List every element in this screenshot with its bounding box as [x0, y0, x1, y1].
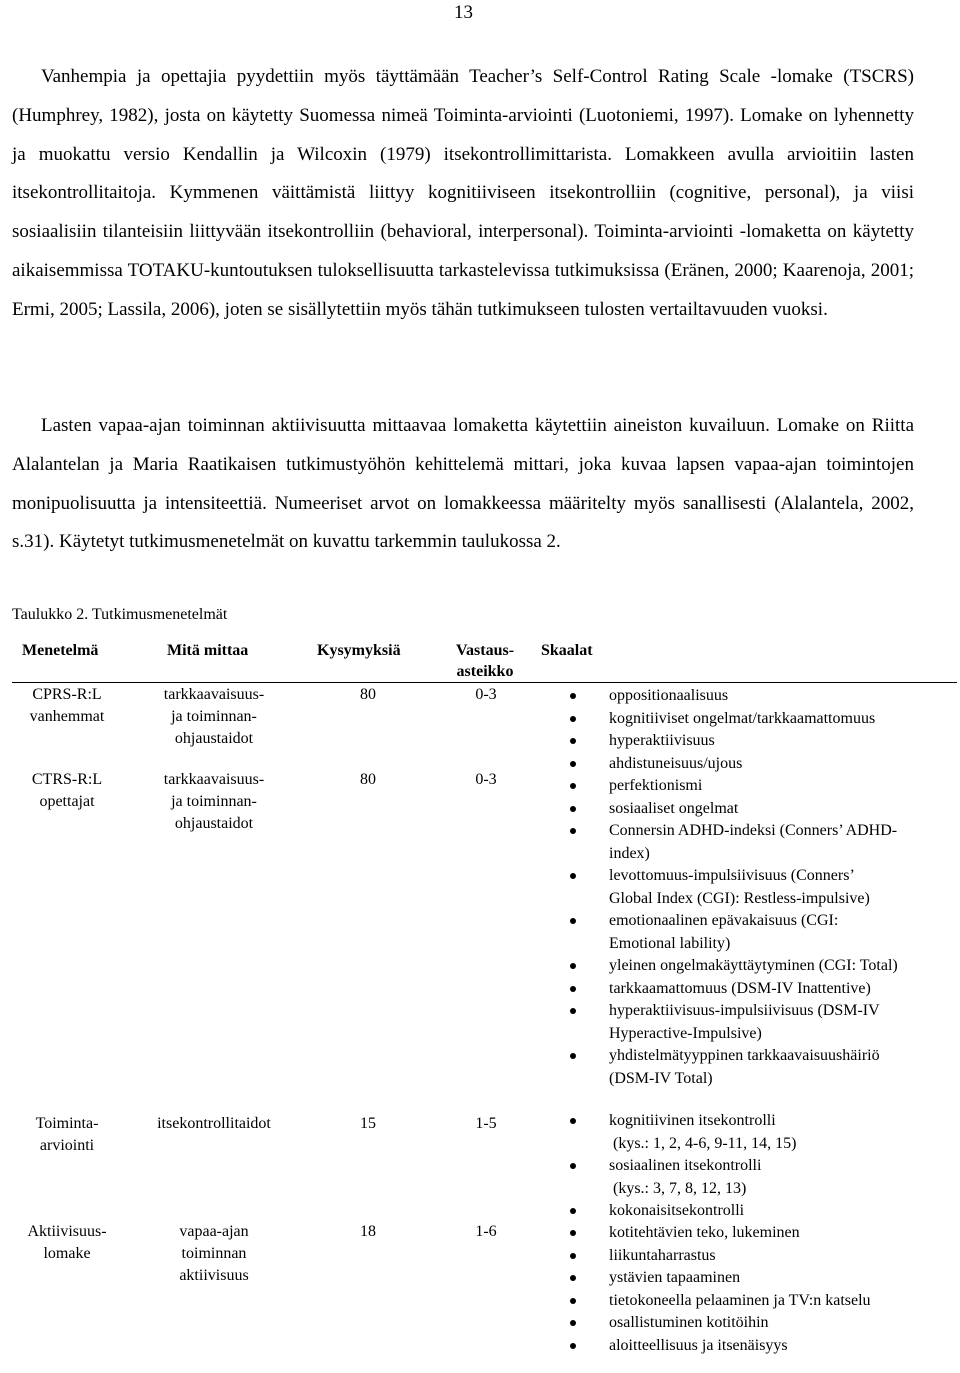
header-measures: Mitä mittaa — [167, 642, 249, 659]
row-toiminta-method: Toiminta- arviointi — [35, 1115, 99, 1154]
bullet-icon — [570, 918, 576, 924]
row-toiminta-questions: 15 — [360, 1115, 376, 1132]
table-caption: Taulukko 2. Tutkimusmenetelmät — [12, 606, 228, 623]
bullet-icon — [570, 828, 576, 834]
row-ctrs-questions: 80 — [360, 771, 376, 788]
row-cprs-measures: tarkkaavaisuus- ja toiminnan- ohjaustaidot — [163, 686, 265, 747]
bullet-icon — [570, 1118, 576, 1124]
list-item: Connersin ADHD-indeksi (Conners’ ADHD- index) — [570, 820, 956, 865]
bullet-icon — [570, 1320, 576, 1326]
page-number: 13 — [454, 2, 473, 23]
scales-list-conners — [570, 685, 956, 1090]
bullet-icon — [570, 1008, 576, 1014]
row-ctrs-response-scale: 0-3 — [475, 771, 497, 788]
bullet-icon — [570, 1343, 576, 1349]
row-toiminta-response-scale: 1-5 — [475, 1115, 497, 1132]
list-item: perfektionismi — [570, 775, 956, 798]
bullet-icon — [570, 1230, 576, 1236]
paragraph-activity-form: Lasten vapaa-ajan toiminnan aktiivisuutta mittaavaa lomaketta käytettiin aineiston kuvailuun. Lomake on Riitta Alalantelan ja Maria Raatikaisen tutkimustyöhön kehittelemä mittari, joka kuvaa lapsen vapaa-ajan toimintojen monipuolisuutta ja intensiteettiä. Numeeriset arvot on lomakkeessa määritelty myös sanallisesti (Alalantela, 2002, s.31). Käytetyt tutkimusmenetelmät on kuvattu tarkemmin taulukossa 2. — [12, 415, 914, 553]
bullet-icon — [570, 873, 576, 879]
header-method: Menetelmä — [22, 642, 99, 659]
bullet-icon — [570, 806, 576, 812]
row-cprs-method: CPRS-R:L vanhemmat — [29, 686, 105, 725]
list-item: yhdistelmätyyppinen tarkkaavaisuushäiriö (DSM-IV Total) — [570, 1045, 956, 1090]
row-aktiivisuus-response-scale: 1-6 — [475, 1223, 497, 1240]
bullet-icon — [570, 716, 576, 722]
row-cprs-response-scale: 0-3 — [475, 686, 497, 703]
bullet-icon — [570, 1275, 576, 1281]
row-cprs-questions: 80 — [360, 686, 376, 703]
bullet-icon — [570, 1298, 576, 1304]
row-ctrs-measures: tarkkaavaisuus- ja toiminnan- ohjaustaidot — [163, 771, 265, 832]
bullet-icon — [570, 1053, 576, 1059]
list-item: liikuntaharrastus — [570, 1245, 956, 1268]
list-item: oppositionaalisuus — [570, 685, 956, 708]
list-item: tietokoneella pelaaminen ja TV:n katselu — [570, 1290, 956, 1313]
bullet-icon — [570, 1253, 576, 1259]
list-item: hyperaktiivisuus — [570, 730, 956, 753]
list-item: kognitiivinen itsekontrolli — [570, 1110, 956, 1133]
scales-list-aktiivisuus — [570, 1222, 956, 1357]
row-ctrs-method: CTRS-R:L opettajat — [31, 771, 103, 810]
bullet-icon — [570, 761, 576, 767]
row-aktiivisuus-method: Aktiivisuus- lomake — [27, 1223, 107, 1262]
list-item: hyperaktiivisuus-impulsiivisuus (DSM-IV Hyperactive-Impulsive) — [570, 1000, 956, 1045]
bullet-icon — [570, 783, 576, 789]
list-item: osallistuminen kotitöihin — [570, 1312, 956, 1335]
list-item: ystävien tapaaminen — [570, 1267, 956, 1290]
bullet-icon — [570, 1208, 576, 1214]
list-item: levottomuus-impulsiivisuus (Conners’ Global Index (CGI): Restless-impulsive) — [570, 865, 956, 910]
bullet-icon — [570, 693, 576, 699]
bullet-icon — [570, 986, 576, 992]
list-item: emotionaalinen epävakaisuus (CGI: Emotional lability) — [570, 910, 956, 955]
list-item-detail: (kys.: 1, 2, 4-6, 9-11, 14, 15) — [613, 1134, 797, 1152]
bullet-icon — [570, 1163, 576, 1169]
list-item: aloitteellisuus ja itsenäisyys — [570, 1335, 956, 1358]
header-questions: Kysymyksiä — [317, 642, 401, 659]
list-item: kotitehtävien teko, lukeminen — [570, 1222, 956, 1245]
row-aktiivisuus-questions: 18 — [360, 1223, 376, 1240]
list-item: kokonaisitsekontrolli — [570, 1200, 956, 1223]
header-response-scale: Vastaus- asteikko — [455, 642, 515, 680]
scales-list-toiminta — [570, 1110, 956, 1223]
list-item: tarkkaamattomuus (DSM-IV Inattentive) — [570, 978, 956, 1001]
bullet-icon — [570, 963, 576, 969]
header-scales: Skaalat — [541, 642, 593, 659]
list-item: ahdistuneisuus/ujous — [570, 753, 956, 776]
list-item: yleinen ongelmakäyttäytyminen (CGI: Total) — [570, 955, 956, 978]
row-aktiivisuus-measures: vapaa-ajan toiminnan aktiivisuus — [179, 1223, 249, 1284]
list-item: sosiaalinen itsekontrolli — [570, 1155, 956, 1178]
paragraph-tscrs: Vanhempia ja opettajia pyydettiin myös täyttämään Teacher’s Self-Control Rating Scale -lomake (TSCRS) (Humphrey, 1982), josta on käytetty Suomessa nimeä Toiminta-arviointi (Luotoniemi, 1997). Lomake on lyhennetty ja muokattu versio Kendallin ja Wilcoxin (1979) itsekontrollimittarista. Lomakkeen avulla arvioitiin lasten itsekontrollitaitoja. Kymmenen väittämistä liittyy kognitiiviseen itsekontrolliin (cognitive, personal), ja viisi sosiaalisiin tilanteisiin liittyvään itsekontrolliin (behavioral, interpersonal). Toiminta-arviointi -lomaketta on käytetty aikaisemmissa TOTAKU-kuntoutuksen tuloksellisuutta tarkastelevissa tutkimuksissa (Eränen, 2000; Kaarenoja, 2001; Ermi, 2005; Lassila, 2006), joten se sisällytettiin myös tähän tutkimukseen tulosten vertailtavuuden vuoksi. — [12, 66, 914, 320]
row-toiminta-measures: itsekontrollitaidot — [157, 1115, 271, 1132]
list-item-detail: (kys.: 3, 7, 8, 12, 13) — [613, 1179, 747, 1197]
list-item: kognitiiviset ongelmat/tarkkaamattomuus — [570, 708, 956, 731]
table-header-rule — [12, 682, 957, 683]
bullet-icon — [570, 738, 576, 744]
list-item: sosiaaliset ongelmat — [570, 798, 956, 821]
